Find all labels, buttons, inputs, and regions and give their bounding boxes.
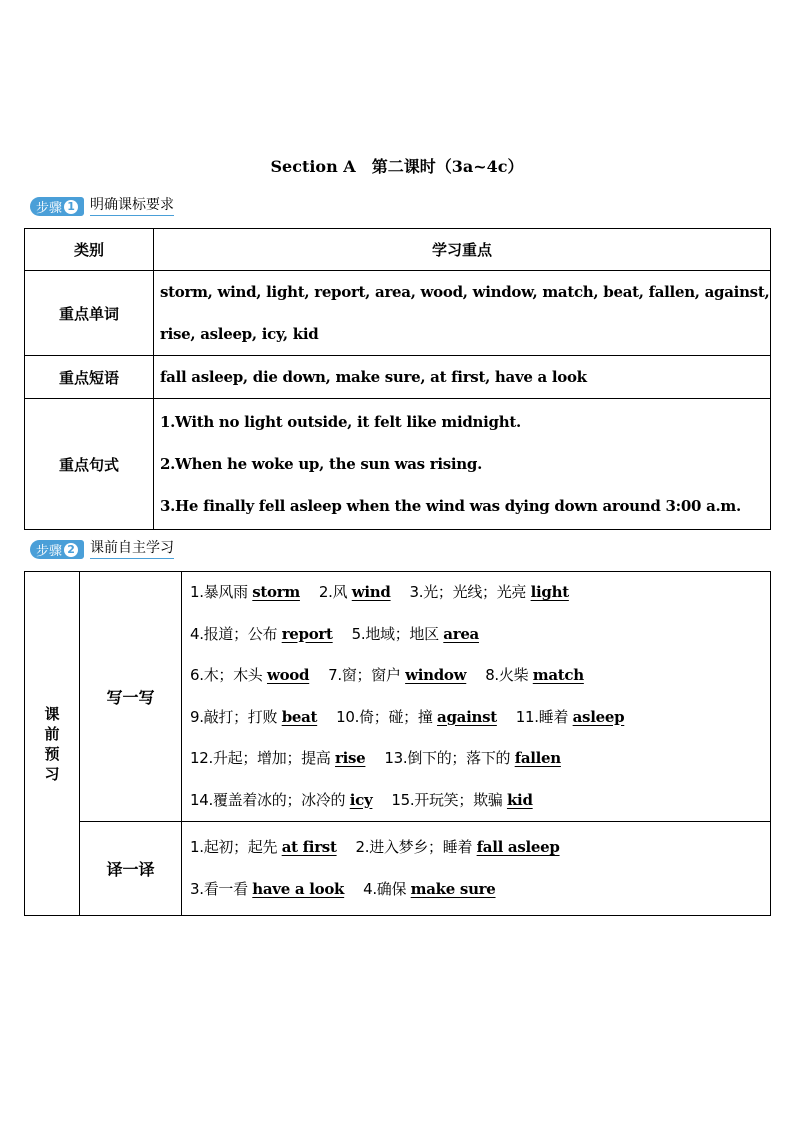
list-item <box>190 749 379 767</box>
header-category: 类别 <box>25 229 154 271</box>
content-line: rise, asleep, icy, kid <box>160 325 319 343</box>
item-answer: icy <box>349 790 373 809</box>
section-label <box>25 572 80 916</box>
list-item <box>516 708 638 726</box>
item-prompt: 3.光；光线；光亮 <box>409 583 531 601</box>
list-item <box>363 880 509 898</box>
item-line <box>190 614 770 656</box>
item-answer: wood <box>266 666 310 684</box>
item-prompt: 3.看一看 <box>190 879 253 898</box>
list-item <box>352 625 493 643</box>
item-answer: match <box>532 666 584 684</box>
content-line: 1.With no light outside, it felt like midnight. <box>160 413 521 431</box>
item-answer: area <box>443 624 479 643</box>
item-answer: make sure <box>410 879 496 898</box>
item-line <box>190 869 770 911</box>
item-answer: against <box>437 707 497 726</box>
list-item <box>190 708 331 726</box>
list-item <box>190 838 351 856</box>
step-number-icon: 1 <box>64 200 78 214</box>
item-answer: fall asleep <box>476 838 560 856</box>
item-prompt: 14.覆盖着冰的；冰冷的 <box>190 790 350 809</box>
item-answer: beat <box>281 707 318 726</box>
item-line <box>190 827 770 869</box>
content-line: 3.He finally fell asleep when the wind was dying down around 3:00 a.m. <box>160 497 741 515</box>
write-items <box>182 572 771 822</box>
list-item <box>190 666 323 684</box>
item-answer: rise <box>335 749 366 767</box>
item-prompt: 12.升起；增加；提高 <box>190 749 336 767</box>
item-line <box>190 697 770 739</box>
list-item <box>319 583 405 601</box>
item-prompt: 7.窗；窗户 <box>328 666 406 684</box>
step-2-header <box>30 540 174 559</box>
item-answer: storm <box>252 583 300 601</box>
curriculum-requirements-table <box>24 228 771 530</box>
list-item <box>391 791 546 809</box>
content-line: storm, wind, light, report, area, wood, window, match, beat, fallen, against, <box>160 283 770 301</box>
item-prompt: 15.开玩笑；欺骗 <box>391 790 507 809</box>
table-row <box>25 356 771 399</box>
item-prompt: 4.报道；公布 <box>190 624 282 643</box>
item-answer: report <box>281 624 333 643</box>
row-content <box>154 356 771 399</box>
step-number-icon: 2 <box>64 543 78 557</box>
table-row <box>25 271 771 356</box>
step-badge <box>30 540 84 559</box>
list-item <box>328 666 480 684</box>
list-item <box>485 666 598 684</box>
list-item <box>356 838 574 856</box>
item-prompt: 9.敲打；打败 <box>190 707 282 726</box>
item-line <box>190 738 770 780</box>
row-content <box>154 271 771 356</box>
step-tag-label: 步骤 <box>36 201 63 216</box>
step-badge <box>30 197 84 216</box>
list-item <box>190 880 358 898</box>
item-prompt: 6.木；木头 <box>190 666 267 684</box>
item-prompt: 10.倚；碰；撞 <box>336 707 438 726</box>
item-prompt: 1.暴风雨 <box>190 583 253 601</box>
step-tag-label: 步骤 <box>36 544 63 559</box>
item-answer: at first <box>281 838 337 856</box>
preview-table <box>24 571 771 916</box>
list-item <box>190 791 386 809</box>
list-item <box>190 625 347 643</box>
translate-items <box>182 822 771 916</box>
content-line: 2.When he woke up, the sun was rising. <box>160 455 483 473</box>
item-line <box>190 655 770 697</box>
item-answer: asleep <box>572 707 625 726</box>
item-answer: window <box>405 666 467 684</box>
section-label-text: 课 前 预 习 <box>44 704 60 783</box>
item-line <box>190 780 770 822</box>
step-1-header <box>30 197 174 216</box>
step-title: 课前自主学习 <box>90 540 174 559</box>
content-line: fall asleep, die down, make sure, at first, have a look <box>160 368 587 386</box>
item-prompt: 5.地域；地区 <box>351 624 444 643</box>
row-label: 重点句式 <box>25 399 154 530</box>
item-prompt: 4.确保 <box>363 879 411 898</box>
item-prompt: 8.火柴 <box>485 666 533 684</box>
item-answer: have a look <box>252 879 345 898</box>
header-key-points: 学习重点 <box>154 229 771 271</box>
list-item <box>190 583 314 601</box>
item-prompt: 2.风 <box>318 583 352 601</box>
item-prompt: 2.进入梦乡；睡着 <box>355 838 477 856</box>
item-prompt: 13.倒下的；落下的 <box>384 749 515 767</box>
item-prompt: 1.起初；起先 <box>190 838 282 856</box>
page-title: Section A 第二课时（3a~4c） <box>270 157 524 176</box>
item-answer: light <box>530 583 569 601</box>
row-content <box>154 399 771 530</box>
item-prompt: 11.睡着 <box>515 707 573 726</box>
table-row <box>25 399 771 530</box>
row-label: 重点短语 <box>25 356 154 399</box>
item-answer: fallen <box>514 749 561 767</box>
list-item <box>384 749 575 767</box>
list-item <box>410 583 583 601</box>
item-answer: wind <box>351 583 391 601</box>
step-title: 明确课标要求 <box>90 197 174 216</box>
list-item <box>336 708 511 726</box>
translate-label: 译一译 <box>80 822 182 916</box>
item-line <box>190 572 770 614</box>
item-answer: kid <box>506 790 533 809</box>
write-label: 写一写 <box>80 572 182 822</box>
row-label: 重点单词 <box>25 271 154 356</box>
